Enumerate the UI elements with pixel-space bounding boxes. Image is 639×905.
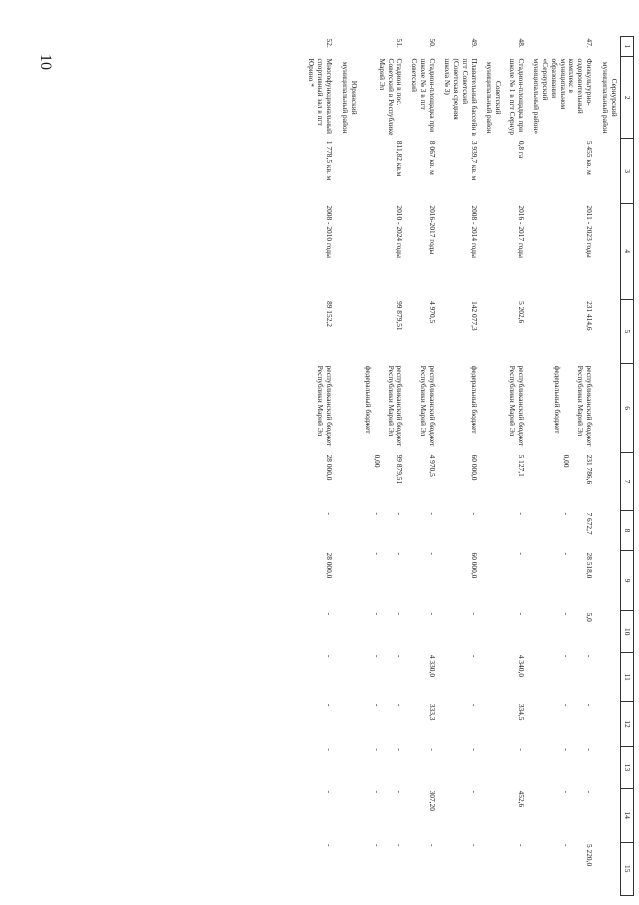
facility-area-text: 811,82 кв.м <box>395 140 405 177</box>
construction-years <box>360 203 407 299</box>
funding-line-value: - <box>469 748 479 751</box>
estimated-cost <box>304 299 337 364</box>
funding-line-value: - <box>372 552 382 555</box>
funding-line-value: - <box>428 512 438 515</box>
empty-cell <box>336 746 360 788</box>
amount-cell <box>504 653 528 702</box>
amount-cell <box>407 702 440 747</box>
funding-line-value: 28 000,0 <box>325 552 335 579</box>
line-gap <box>570 748 584 786</box>
amount-cell <box>360 611 407 653</box>
amount-cell <box>439 510 481 550</box>
empty-cell <box>596 37 620 57</box>
funding-line-value: - <box>372 612 382 616</box>
funding-line-value: - <box>562 703 572 707</box>
funding-source-cell <box>528 364 596 453</box>
district-name-text: Советский муниципальный район <box>485 61 504 134</box>
amount-cell <box>407 453 440 511</box>
facility-row <box>528 37 596 896</box>
row-number-text: 50. <box>428 38 438 48</box>
amount-cell <box>528 510 596 550</box>
funding-line-value: - <box>428 552 438 555</box>
empty-cell <box>596 364 620 453</box>
funding-line-value: 333,3 <box>428 703 438 721</box>
empty-cell <box>481 611 505 653</box>
funding-line-value: 0,00 <box>372 454 382 468</box>
funding-line-value: - <box>517 612 527 616</box>
estimated-cost-text: 99 879,51 <box>395 301 405 331</box>
facility-area <box>304 139 337 204</box>
facility-area-text: 5 455 кв. м <box>585 140 595 175</box>
empty-cell <box>336 842 360 896</box>
empty-cell <box>336 551 360 611</box>
line-gap <box>570 844 584 894</box>
funding-line-value: - <box>372 790 382 794</box>
funding-line-value: 0,00 <box>562 454 572 468</box>
construction-years <box>304 203 337 299</box>
funding-line-value: - <box>562 748 572 751</box>
funding-line-value: федеральный бюджет <box>469 365 479 434</box>
funding-source-cell <box>504 364 528 453</box>
column-number-header: 10 <box>621 611 634 653</box>
amount-cell <box>504 510 528 550</box>
facility-area <box>504 139 528 204</box>
amount-cell <box>360 746 407 788</box>
funding-line-value: - <box>428 748 438 751</box>
empty-cell <box>481 139 505 204</box>
line-gap <box>372 366 386 451</box>
funding-line-value: 7 672,7 <box>585 512 595 535</box>
column-number-header: 6 <box>621 364 634 453</box>
line-gap <box>381 791 395 840</box>
facility-area-text: 3 939,7 кв. м <box>469 140 479 181</box>
empty-cell <box>596 702 620 747</box>
funding-line-value: 452,6 <box>517 790 527 808</box>
amount-cell <box>304 842 337 896</box>
funding-line-value: республиканский бюджет Республики Марий Эл <box>316 365 335 447</box>
amount-cell <box>528 789 596 842</box>
funding-line-value: - <box>562 552 572 555</box>
line-gap <box>381 553 395 609</box>
funding-line-value: - <box>372 654 382 658</box>
funding-line-value: 5 220,0 <box>585 844 595 867</box>
amount-cell <box>407 551 440 611</box>
empty-cell <box>596 842 620 896</box>
construction-years-text: 2016 - 2017 годы <box>517 205 527 258</box>
funding-line-value: - <box>372 512 382 515</box>
amount-cell <box>360 842 407 896</box>
column-number-header: 13 <box>621 746 634 788</box>
empty-cell <box>336 611 360 653</box>
amount-cell <box>439 789 481 842</box>
empty-cell <box>336 364 360 453</box>
row-number-text: 52. <box>325 38 335 48</box>
amount-cell <box>360 789 407 842</box>
empty-cell <box>336 139 360 204</box>
amount-cell <box>360 510 407 550</box>
facility-name-text: Многофункциональный спортивный зал в пгт Юрино * <box>307 58 335 134</box>
line-gap <box>381 844 395 894</box>
empty-cell <box>596 203 620 299</box>
amount-cell <box>407 746 440 788</box>
column-number-header: 11 <box>621 653 634 702</box>
funding-line-value: - <box>585 654 595 658</box>
funding-line-value: 4 970,5 <box>428 454 438 477</box>
empty-cell <box>481 364 505 453</box>
funding-line-value: 334,5 <box>517 703 527 721</box>
amount-cell <box>304 611 337 653</box>
funding-line-value: - <box>585 703 595 707</box>
amount-cell <box>504 746 528 788</box>
program-table <box>304 36 635 896</box>
column-number-header: 4 <box>621 203 634 299</box>
district-name <box>481 57 505 139</box>
facility-row <box>407 37 440 896</box>
empty-cell <box>481 203 505 299</box>
funding-source-cell <box>407 364 440 453</box>
funding-line-value: республиканский бюджет Республики Марий Эл <box>419 365 438 447</box>
column-number-header: 12 <box>621 702 634 747</box>
amount-cell <box>360 702 407 747</box>
construction-years-text: 2011 - 2023 годы <box>585 205 595 258</box>
amount-cell <box>504 551 528 611</box>
empty-cell <box>481 842 505 896</box>
funding-line-value: - <box>428 612 438 616</box>
amount-cell <box>304 653 337 702</box>
funding-line-value: - <box>372 748 382 751</box>
amount-cell <box>528 653 596 702</box>
funding-line-value: - <box>395 512 405 515</box>
amount-cell <box>439 551 481 611</box>
funding-line-value: - <box>562 512 572 515</box>
funding-line-value: 4 330,0 <box>428 654 438 678</box>
empty-cell <box>481 453 505 511</box>
funding-line-value: республиканский бюджет Республики Марий Эл <box>576 365 595 447</box>
funding-line-value: - <box>395 703 405 707</box>
construction-years-text: 2008 - 2010 годы <box>325 205 335 258</box>
amount-cell <box>304 453 337 511</box>
amount-cell <box>439 842 481 896</box>
empty-cell <box>336 510 360 550</box>
amount-cell <box>439 611 481 653</box>
empty-cell <box>596 299 620 364</box>
funding-line-value: федеральный бюджет <box>553 365 563 434</box>
line-gap <box>381 748 395 786</box>
funding-line-value: - <box>325 703 335 707</box>
table-body <box>304 37 621 896</box>
amount-cell <box>304 746 337 788</box>
empty-cell <box>481 37 505 57</box>
funding-line-value: - <box>325 654 335 658</box>
amount-cell <box>504 702 528 747</box>
funding-line-value: - <box>372 703 382 707</box>
funding-line-value: - <box>517 844 527 847</box>
amount-cell <box>528 551 596 611</box>
empty-cell <box>481 551 505 611</box>
amount-cell <box>439 453 481 511</box>
funding-line-value: - <box>325 844 335 847</box>
facility-area-text: 8 067 кв. м <box>428 140 438 175</box>
funding-line-value: - <box>428 844 438 847</box>
column-number-header: 3 <box>621 139 634 204</box>
empty-cell <box>481 789 505 842</box>
amount-cell <box>407 653 440 702</box>
funding-line-value: - <box>517 552 527 555</box>
estimated-cost <box>528 299 596 364</box>
line-gap <box>381 655 395 700</box>
empty-cell <box>336 37 360 57</box>
facility-row <box>360 37 407 896</box>
facility-row <box>304 37 337 896</box>
district-section-row <box>336 37 360 896</box>
funding-line-value: - <box>469 512 479 515</box>
funding-line-value: - <box>562 844 572 847</box>
funding-source-cell <box>360 364 407 453</box>
district-name-text: Сернурский муниципальный район <box>601 61 619 134</box>
line-gap <box>570 553 584 609</box>
funding-line-value: - <box>395 612 405 616</box>
funding-line-value: 5 127,1 <box>517 454 527 477</box>
estimated-cost <box>439 299 481 364</box>
line-gap <box>570 455 584 509</box>
funding-line-value: федеральный бюджет <box>363 365 373 434</box>
facility-area <box>360 139 407 204</box>
funding-line-value: - <box>517 512 527 515</box>
amount-cell <box>407 789 440 842</box>
empty-cell <box>596 789 620 842</box>
estimated-cost <box>360 299 407 364</box>
page-number: 10 <box>37 54 54 70</box>
facility-row <box>504 37 528 896</box>
funding-line-value: - <box>395 552 405 555</box>
row-number-text: 51. <box>395 38 405 48</box>
funding-line-value: - <box>325 748 335 751</box>
facility-name <box>439 57 481 139</box>
funding-line-value: 60 000,0 <box>469 454 479 481</box>
column-number-header: 15 <box>621 842 634 896</box>
column-number-header: 8 <box>621 510 634 550</box>
funding-line-value: - <box>562 612 572 616</box>
row-number-text: 49. <box>469 38 479 48</box>
construction-years <box>439 203 481 299</box>
amount-cell <box>304 789 337 842</box>
empty-cell <box>336 453 360 511</box>
amount-cell <box>407 842 440 896</box>
amount-cell <box>504 611 528 653</box>
empty-cell <box>481 746 505 788</box>
line-gap <box>570 655 584 700</box>
estimated-cost-text: 4 970,5 <box>428 301 438 324</box>
funding-line-value: 99 879,51 <box>395 454 405 485</box>
amount-cell <box>407 611 440 653</box>
facility-area <box>407 139 440 204</box>
construction-years <box>504 203 528 299</box>
column-number-row <box>621 37 634 896</box>
facility-name <box>528 57 596 139</box>
facility-area <box>528 139 596 204</box>
row-number <box>304 37 337 57</box>
funding-line-value: 307,20 <box>428 790 438 811</box>
rotated-page <box>114 36 634 896</box>
empty-cell <box>596 510 620 550</box>
row-number-text: 48. <box>517 38 527 48</box>
facility-name-text: Стадион-площадка при школе № 1 в пгт Сернур <box>508 58 527 136</box>
empty-cell <box>596 653 620 702</box>
estimated-cost-text: 142 077,3 <box>469 301 479 331</box>
construction-years <box>407 203 440 299</box>
empty-cell <box>596 611 620 653</box>
facility-name-text: Плавательный бассейн в пгт Советский (Советская средняя школа № 3) <box>443 58 479 136</box>
funding-line-value: - <box>325 790 335 794</box>
funding-line-value: - <box>395 654 405 658</box>
funding-line-value: - <box>469 790 479 794</box>
column-number-header: 9 <box>621 551 634 611</box>
empty-cell <box>596 453 620 511</box>
amount-cell <box>504 842 528 896</box>
facility-name <box>360 57 407 139</box>
row-number-text: 47. <box>585 38 595 48</box>
facility-name <box>304 57 337 139</box>
funding-line-value: 28 518,0 <box>585 552 595 579</box>
funding-line-value: 28 000,0 <box>325 454 335 481</box>
facility-name <box>504 57 528 139</box>
facility-name-text: Стадион в пос. Советский в Республике Марий Эл <box>377 58 405 136</box>
column-number-header: 14 <box>621 789 634 842</box>
amount-cell <box>360 653 407 702</box>
funding-line-value: - <box>562 790 572 794</box>
line-gap <box>381 613 395 651</box>
row-number <box>504 37 528 57</box>
estimated-cost-text: 5 202,6 <box>517 301 527 324</box>
funding-line-value: 231 786,6 <box>585 454 595 485</box>
line-gap <box>381 455 395 509</box>
amount-cell <box>528 842 596 896</box>
amount-cell <box>528 453 596 511</box>
facility-name <box>407 57 440 139</box>
construction-years-text: 2008 - 2014 годы <box>469 205 479 258</box>
facility-row <box>439 37 481 896</box>
construction-years-text: 2016-2017 годы <box>428 205 438 255</box>
construction-years <box>528 203 596 299</box>
district-name <box>596 57 620 139</box>
funding-line-value: 5,0 <box>585 612 595 622</box>
funding-source-cell <box>304 364 337 453</box>
estimated-cost <box>407 299 440 364</box>
facility-area-text: 0,8 га <box>517 140 527 159</box>
amount-cell <box>304 510 337 550</box>
row-number <box>360 37 407 57</box>
facility-area-text: 1 778,5 кв. м <box>325 140 335 181</box>
empty-cell <box>481 653 505 702</box>
construction-years-text: 2010 - 2024 годы <box>395 205 405 258</box>
amount-cell <box>304 702 337 747</box>
line-gap <box>570 791 584 840</box>
amount-cell <box>504 453 528 511</box>
funding-line-value: - <box>585 790 595 794</box>
amount-cell <box>528 746 596 788</box>
funding-line-value: - <box>395 844 405 847</box>
amount-cell <box>528 611 596 653</box>
district-section-row <box>596 37 620 896</box>
amount-cell <box>439 746 481 788</box>
column-number-header: 5 <box>621 299 634 364</box>
empty-cell <box>596 746 620 788</box>
district-name-text: Юринский муниципальный район <box>341 61 359 134</box>
empty-cell <box>481 702 505 747</box>
empty-cell <box>481 299 505 364</box>
line-gap <box>570 613 584 651</box>
facility-name-text: Физкультурно-оздоровительный комплекс в муниципальном образовании «Сернурский муниципальный район» <box>532 58 595 135</box>
estimated-cost-text: 89 152,2 <box>325 301 335 327</box>
column-number-header: 1 <box>621 37 634 57</box>
line-gap <box>570 704 584 745</box>
amount-cell <box>504 789 528 842</box>
empty-cell <box>336 653 360 702</box>
funding-line-value: - <box>469 654 479 658</box>
funding-line-value: - <box>395 790 405 794</box>
column-number-header: 2 <box>621 57 634 139</box>
facility-name-text: Стадион-площадка при школе № 3 в пгт Советский <box>410 58 438 133</box>
estimated-cost-text: 231 414,6 <box>585 301 595 331</box>
row-number <box>439 37 481 57</box>
amount-cell <box>407 510 440 550</box>
funding-line-value: - <box>469 703 479 707</box>
line-gap <box>381 704 395 745</box>
amount-cell <box>304 551 337 611</box>
amount-cell <box>439 702 481 747</box>
funding-line-value: - <box>585 748 595 751</box>
estimated-cost <box>504 299 528 364</box>
funding-line-value: - <box>325 512 335 515</box>
funding-line-value: республиканский бюджет Республики Марий Эл <box>386 365 405 447</box>
empty-cell <box>336 789 360 842</box>
empty-cell <box>336 203 360 299</box>
row-number <box>407 37 440 57</box>
line-gap <box>562 366 576 451</box>
district-name <box>336 57 360 139</box>
district-section-row <box>481 37 505 896</box>
empty-cell <box>481 510 505 550</box>
funding-line-value: республиканский бюджет Республики Марий Эл <box>508 365 527 447</box>
line-gap <box>570 512 584 548</box>
line-gap <box>381 512 395 548</box>
funding-line-value: - <box>325 612 335 616</box>
empty-cell <box>336 299 360 364</box>
empty-cell <box>336 702 360 747</box>
funding-line-value: - <box>372 844 382 847</box>
empty-cell <box>596 139 620 204</box>
funding-line-value: - <box>469 612 479 616</box>
facility-area <box>439 139 481 204</box>
funding-source-cell <box>439 364 481 453</box>
column-number-header: 7 <box>621 453 634 511</box>
funding-line-value: 4 340,0 <box>517 654 527 678</box>
amount-cell <box>360 453 407 511</box>
funding-line-value: - <box>517 748 527 751</box>
funding-line-value: 60 000,0 <box>469 552 479 579</box>
funding-line-value: - <box>469 844 479 847</box>
row-number <box>528 37 596 57</box>
amount-cell <box>528 702 596 747</box>
amount-cell <box>360 551 407 611</box>
amount-cell <box>439 653 481 702</box>
empty-cell <box>596 551 620 611</box>
funding-line-value: - <box>395 748 405 751</box>
funding-line-value: - <box>562 654 572 658</box>
